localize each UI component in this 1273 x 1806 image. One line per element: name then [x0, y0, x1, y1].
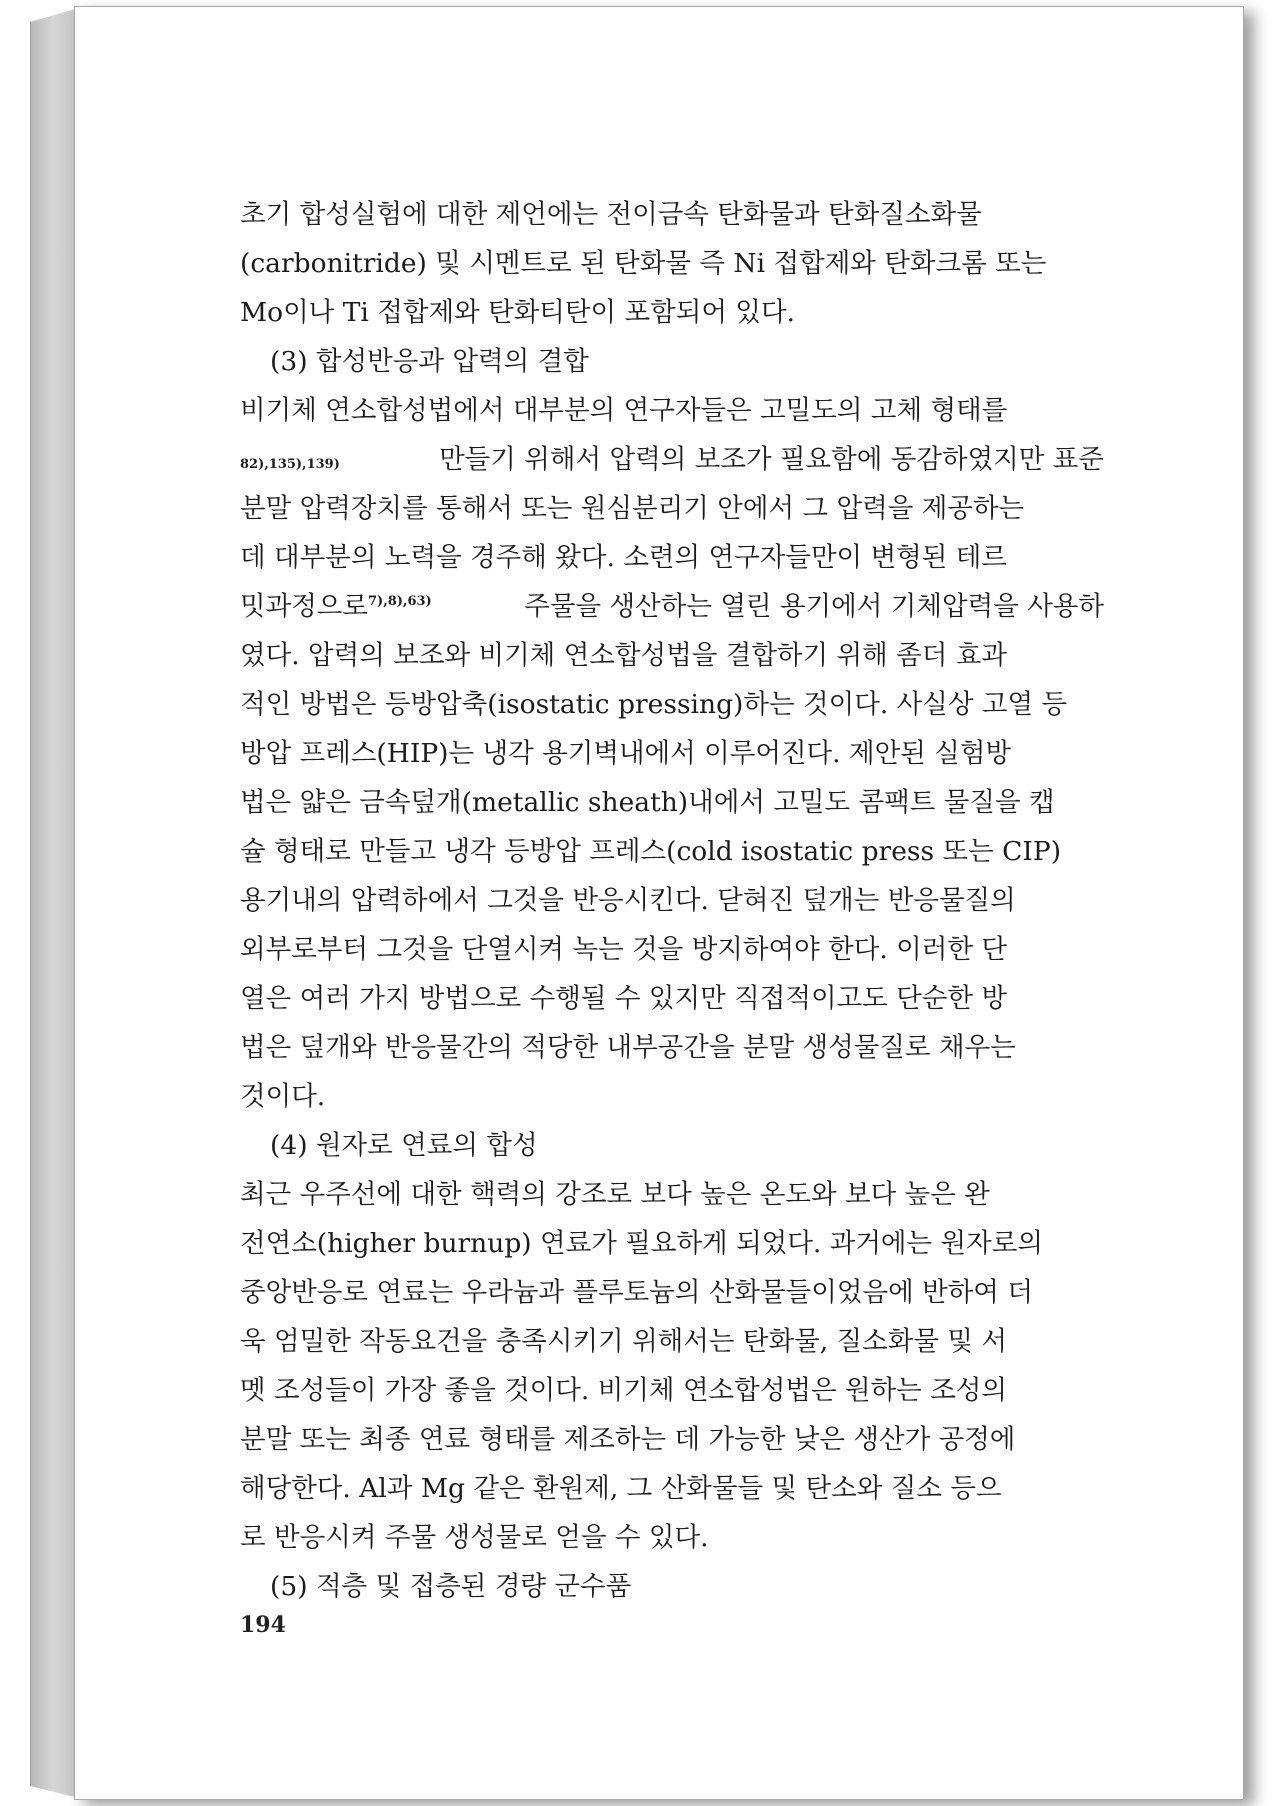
text-line: 열은 여러 가지 방법으로 수행될 수 있지만 직접적이고도 단순한 방 [240, 983, 1007, 1014]
text-line: 최근 우주선에 대한 핵력의 강조로 보다 높은 온도와 보다 높은 완 [240, 1179, 990, 1210]
text-line: 비기체 연소합성법에서 대부분의 연구자들은 고밀도의 고체 형태를 [240, 395, 1008, 426]
citation-superscript: 7),8),63) [368, 594, 432, 610]
text-line: 전연소(higher burnup) 연료가 필요하게 되었다. 과거에는 원자로의 [240, 1228, 1043, 1259]
text-line: 였다. 압력의 보조와 비기체 연소합성법을 결합하기 위해 좀더 효과 [240, 640, 1007, 671]
text-line: 분말 압력장치를 통해서 또는 원심분리기 안에서 그 압력을 제공하는 [240, 493, 1025, 524]
text-line: (carbonitride) 및 시멘트로 된 탄화물 즉 Ni 접합제와 탄화크롬 또는 [240, 248, 1047, 279]
text-line: 해당한다. Al과 Mg 같은 환원제, 그 산화물들 및 탄소와 질소 등으 [240, 1473, 1002, 1504]
text-line: 법은 얇은 금속덮개(metallic sheath)내에서 고밀도 콤팩트 물질을 캡 [240, 787, 1055, 818]
text-line: 분말 또는 최종 연료 형태를 제조하는 데 가능한 낮은 생산가 공정에 [240, 1424, 1016, 1455]
text-line: 밋과정으로$^{7),8),63)}$ 주물을 생산하는 열린 용기에서 기체압력을 사용하 [240, 591, 1104, 622]
text-line: 방압 프레스(HIP)는 냉각 용기벽내에서 이루어진다. 제안된 실험방 [240, 738, 1012, 769]
section-heading: (3) 합성반응과 압력의 결합 [270, 346, 589, 377]
text-line: 적인 방법은 등방압축(isostatic pressing)하는 것이다. 사실상 고열 등 [240, 689, 1068, 720]
text-line: 82),135),139) 만들기 위해서 압력의 보조가 필요함에 동감하였지만 표준 [240, 444, 1104, 475]
page-body [240, 192, 1104, 1613]
text-line: 초기 합성실험에 대한 제언에는 전이금속 탄화물과 탄화질소화물 [240, 199, 982, 230]
text-line: 멧 조성들이 가장 좋을 것이다. 비기체 연소합성법은 원하는 조성의 [240, 1375, 1007, 1406]
text-line: Mo이나 Ti 접합제와 탄화티탄이 포함되어 있다. [240, 297, 795, 328]
text-line: 슐 형태로 만들고 냉각 등방압 프레스(cold isostatic press 또는 CIP) [240, 836, 1062, 867]
section-heading: (4) 원자로 연료의 합성 [270, 1130, 538, 1161]
text-line: 법은 덮개와 반응물간의 적당한 내부공간을 분말 생성물질로 채우는 [240, 1032, 1016, 1063]
text-line: 로 반응시켜 주물 생성물로 얻을 수 있다. [240, 1522, 709, 1553]
page-number: 194 [240, 1612, 286, 1638]
text-line: 중앙반응로 연료는 우라늄과 플루토늄의 산화물들이었음에 반하여 더 [240, 1277, 1033, 1308]
text-line: 것이다. [240, 1081, 326, 1112]
text-line: 욱 엄밀한 작동요건을 충족시키기 위해서는 탄화물, 질소화물 및 서 [240, 1326, 1007, 1357]
text-line: 데 대부분의 노력을 경주해 왔다. 소련의 연구자들만이 변형된 테르 [240, 542, 1007, 573]
section-heading: (5) 적층 및 접층된 경량 군수품 [270, 1571, 632, 1602]
citation-superscript: 82),135),139) [240, 457, 340, 472]
text-line: 용기내의 압력하에서 그것을 반응시킨다. 닫혀진 덮개는 반응물질의 [240, 885, 1016, 916]
text-line: 외부로부터 그것을 단열시켜 녹는 것을 방지하여야 한다. 이러한 단 [240, 934, 1007, 965]
book-spine [30, 8, 79, 1798]
